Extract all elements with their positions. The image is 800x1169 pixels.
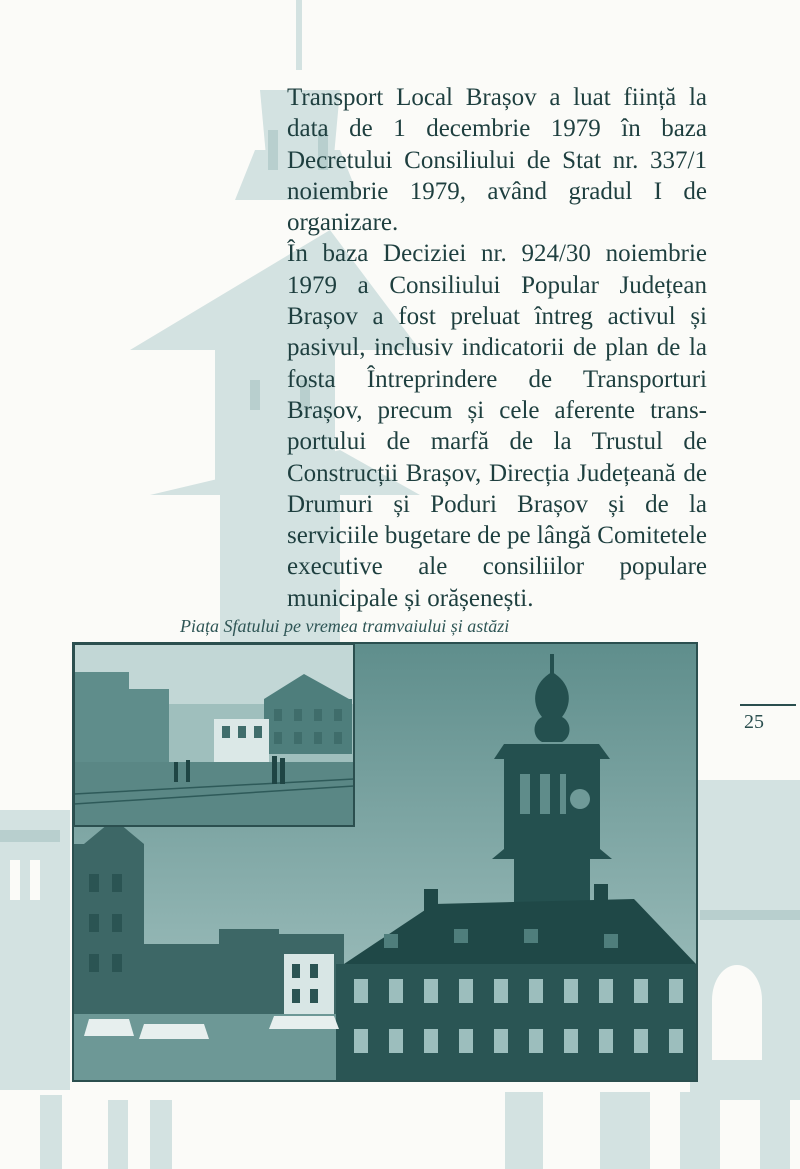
old-tram-era-photo: [74, 644, 354, 826]
council-house-photo: [74, 644, 696, 1080]
paragraph-2: În baza Deciziei nr. 924/30 noiembrie 1979 a Consiliului Popular Județean Brașov a fost preluat întreg activul și pasivul, inclusiv indicatorii de plan de la fosta Întreprindere de Transporturi Brașov, precum și cele aferente transportului de marfă de la Trustul de Construcții Brașov, Direcția Județeană de Drumuri și Poduri Brașov și de la serviciile bugetare de pe lângă Comitetele executive ale consiliilor populare municipale și orășenești.: [287, 240, 707, 612]
paragraph-1: Transport Local Brașov a luat ființă la data de 1 decembrie 1979 în baza Decretului Consiliului de Stat nr. 337/1 noiembrie 1979, având gradul I de organizare.: [287, 84, 707, 237]
body-text: [287, 82, 707, 614]
photo-caption: Piața Sfatului pe vremea tramvaiului și astăzi: [180, 616, 510, 636]
page-number-rule: [740, 704, 796, 706]
page-number: 25: [744, 711, 764, 733]
square-photo: [72, 642, 698, 1082]
